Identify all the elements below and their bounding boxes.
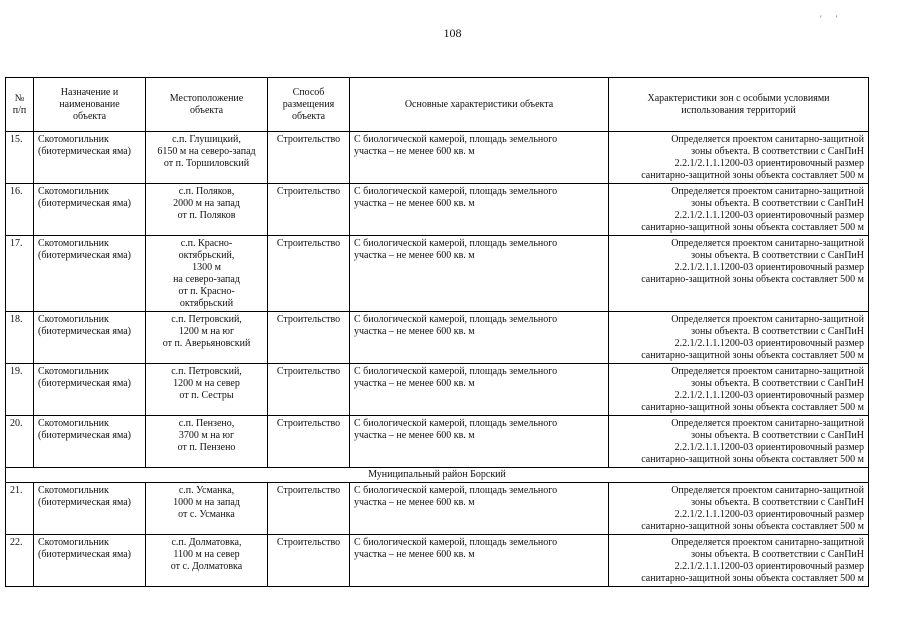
objects-table: [5, 77, 869, 587]
zone-characteristics: Определяется проектом санитарно-защитной зоны объекта. В соответствии с СанПиН 2.2.1/2.1.1.1200-03 ориентировочный размер санитарно-защитной зоны объекта составляет 500 м: [609, 236, 869, 312]
placement-method: Строительство: [268, 312, 350, 364]
object-features: С биологической камерой, площадь земельного участка – не менее 600 кв. м: [350, 483, 609, 535]
table-row: [6, 416, 869, 468]
object-location: с.п. Долматовка, 1100 м на север от с. Долматовка: [146, 535, 268, 587]
object-features: С биологической камерой, площадь земельного участка – не менее 600 кв. м: [350, 184, 609, 236]
zone-characteristics: Определяется проектом санитарно-защитной зоны объекта. В соответствии с СанПиН 2.2.1/2.1.1.1200-03 ориентировочный размер санитарно-защитной зоны объекта составляет 500 м: [609, 364, 869, 416]
object-features: С биологической камерой, площадь земельного участка – не менее 600 кв. м: [350, 364, 609, 416]
object-location: с.п. Петровский, 1200 м на юг от п. Аверьяновский: [146, 312, 268, 364]
zone-characteristics: Определяется проектом санитарно-защитной зоны объекта. В соответствии с СанПиН 2.2.1/2.1.1.1200-03 ориентировочный размер санитарно-защитной зоны объекта составляет 500 м: [609, 416, 869, 468]
object-name: Скотомогильник (биотермическая яма): [34, 416, 146, 468]
header-location: Местоположение объекта: [146, 78, 268, 132]
zone-characteristics: Определяется проектом санитарно-защитной зоны объекта. В соответствии с СанПиН 2.2.1/2.1.1.1200-03 ориентировочный размер санитарно-защитной зоны объекта составляет 500 м: [609, 535, 869, 587]
placement-method: Строительство: [268, 236, 350, 312]
row-number: 21.: [6, 483, 34, 535]
row-number: 15.: [6, 132, 34, 184]
table-row: [6, 132, 869, 184]
object-features: С биологической камерой, площадь земельного участка – не менее 600 кв. м: [350, 535, 609, 587]
zone-characteristics: Определяется проектом санитарно-защитной зоны объекта. В соответствии с СанПиН 2.2.1/2.1.1.1200-03 ориентировочный размер санитарно-защитной зоны объекта составляет 500 м: [609, 132, 869, 184]
row-number: 19.: [6, 364, 34, 416]
placement-method: Строительство: [268, 483, 350, 535]
object-name: Скотомогильник (биотермическая яма): [34, 364, 146, 416]
table-row: [6, 364, 869, 416]
header-name: Назначение и наименование объекта: [34, 78, 146, 132]
object-features: С биологической камерой, площадь земельного участка – не менее 600 кв. м: [350, 312, 609, 364]
object-features: С биологической камерой, площадь земельного участка – не менее 600 кв. м: [350, 416, 609, 468]
table-row: [6, 184, 869, 236]
section-title: Муниципальный район Борский: [6, 468, 869, 483]
table-row: [6, 535, 869, 587]
table-row: [6, 312, 869, 364]
table-row: [6, 483, 869, 535]
table-row: [6, 236, 869, 312]
zone-characteristics: Определяется проектом санитарно-защитной зоны объекта. В соответствии с СанПиН 2.2.1/2.1.1.1200-03 ориентировочный размер санитарно-защитной зоны объекта составляет 500 м: [609, 312, 869, 364]
object-features: С биологической камерой, площадь земельного участка – не менее 600 кв. м: [350, 132, 609, 184]
header-zone: Характеристики зон с особыми условиями использования территорий: [609, 78, 869, 132]
object-location: с.п. Поляков, 2000 м на запад от п. Поляков: [146, 184, 268, 236]
object-name: Скотомогильник (биотермическая яма): [34, 312, 146, 364]
table-header-row: [6, 78, 869, 132]
header-number: № п/п: [6, 78, 34, 132]
row-number: 22.: [6, 535, 34, 587]
page-number: 108: [443, 26, 462, 40]
object-name: Скотомогильник (биотермическая яма): [34, 132, 146, 184]
row-number: 18.: [6, 312, 34, 364]
placement-method: Строительство: [268, 535, 350, 587]
scan-marks: ' ': [820, 14, 844, 24]
object-name: Скотомогильник (биотермическая яма): [34, 236, 146, 312]
object-features: С биологической камерой, площадь земельного участка – не менее 600 кв. м: [350, 236, 609, 312]
object-location: с.п. Красно- октябрьский, 1300 м на северо-запад от п. Красно- октябрьский: [146, 236, 268, 312]
header-features: Основные характеристики объекта: [350, 78, 609, 132]
row-number: 16.: [6, 184, 34, 236]
object-location: с.п. Пензено, 3700 м на юг от п. Пензено: [146, 416, 268, 468]
object-location: с.п. Глушицкий, 6150 м на северо-запад от п. Торшиловский: [146, 132, 268, 184]
zone-characteristics: Определяется проектом санитарно-защитной зоны объекта. В соответствии с СанПиН 2.2.1/2.1.1.1200-03 ориентировочный размер санитарно-защитной зоны объекта составляет 500 м: [609, 483, 869, 535]
section-row: [6, 468, 869, 483]
header-method: Способ размещения объекта: [268, 78, 350, 132]
object-location: с.п. Усманка, 1000 м на запад от с. Усманка: [146, 483, 268, 535]
object-name: Скотомогильник (биотермическая яма): [34, 184, 146, 236]
placement-method: Строительство: [268, 132, 350, 184]
placement-method: Строительство: [268, 184, 350, 236]
object-name: Скотомогильник (биотермическая яма): [34, 483, 146, 535]
row-number: 20.: [6, 416, 34, 468]
object-name: Скотомогильник (биотермическая яма): [34, 535, 146, 587]
zone-characteristics: Определяется проектом санитарно-защитной зоны объекта. В соответствии с СанПиН 2.2.1/2.1.1.1200-03 ориентировочный размер санитарно-защитной зоны объекта составляет 500 м: [609, 184, 869, 236]
row-number: 17.: [6, 236, 34, 312]
object-location: с.п. Петровский, 1200 м на север от п. Сестры: [146, 364, 268, 416]
placement-method: Строительство: [268, 416, 350, 468]
placement-method: Строительство: [268, 364, 350, 416]
